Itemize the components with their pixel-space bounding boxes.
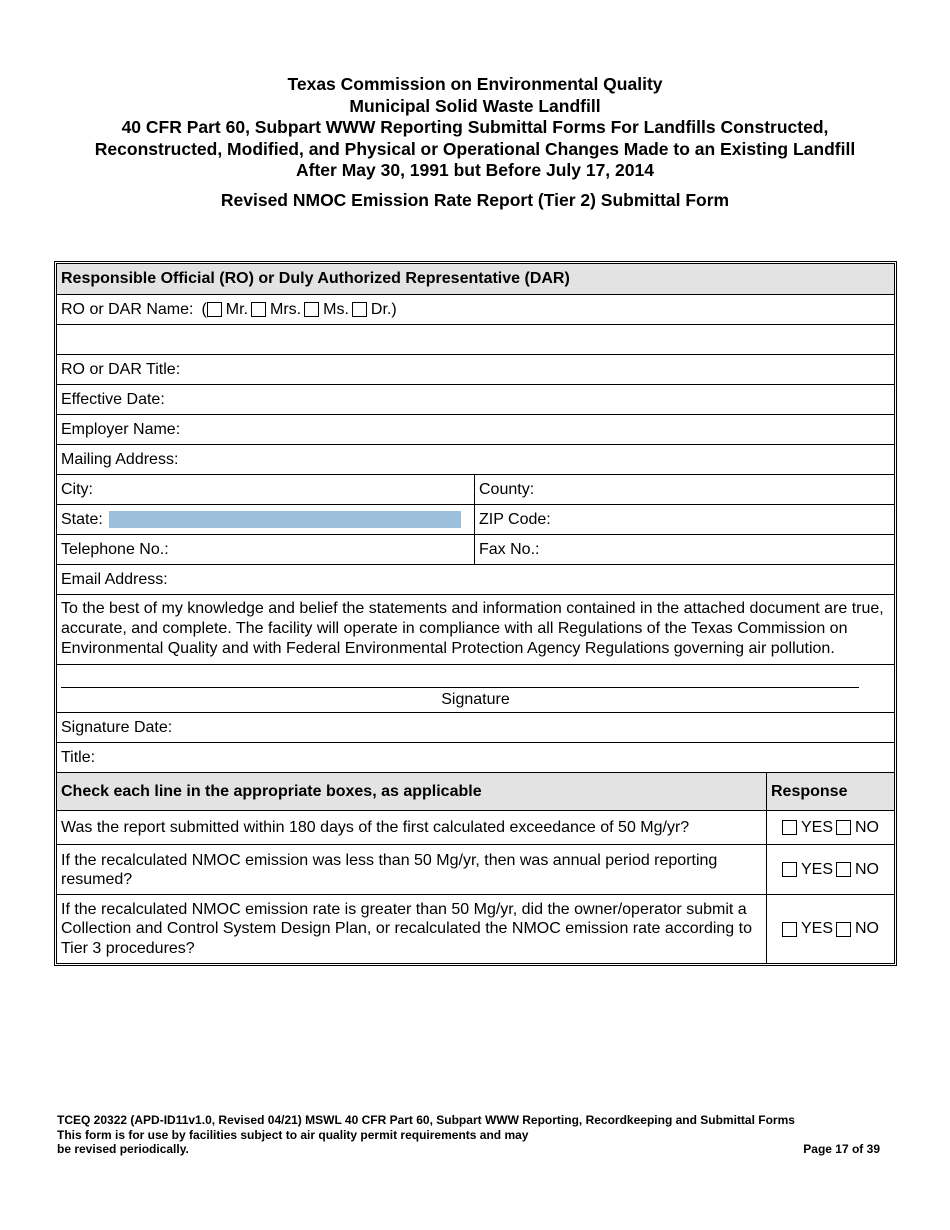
email-row[interactable] (57, 564, 894, 594)
no-label: NO (855, 818, 879, 836)
question-row (57, 810, 894, 844)
employer-label: Employer Name: (61, 420, 181, 438)
close-paren: ) (391, 300, 397, 318)
header-line-5: After May 30, 1991 but Before July 17, 2014 (296, 160, 654, 180)
fax-label: Fax No.: (479, 540, 540, 558)
mr-label: Mr. (225, 300, 249, 318)
effective-date-label: Effective Date: (61, 390, 165, 408)
dr-checkbox[interactable] (352, 302, 367, 317)
email-label: Email Address: (61, 570, 168, 588)
signer-title-row[interactable] (57, 742, 894, 772)
no-label: NO (855, 860, 879, 878)
open-paren: ( (201, 300, 207, 318)
page-footer (57, 1113, 880, 1157)
phone-label: Telephone No.: (61, 540, 169, 558)
submittal-form-table (54, 261, 897, 966)
signer-title-label: Title: (61, 748, 96, 766)
header-line-4: Reconstructed, Modified, and Physical or Operational Changes Made to an Existing Landfill (94, 138, 856, 159)
yes-label: YES (800, 818, 833, 836)
zip-label: ZIP Code: (479, 510, 551, 528)
response-cell (767, 811, 894, 844)
city-county-row (57, 474, 894, 504)
signature-date-label: Signature Date: (61, 718, 173, 736)
ro-name-input-row[interactable] (57, 324, 894, 354)
question-text: If the recalculated NMOC emission was less than 50 Mg/yr, then was annual period reporting resumed? (57, 845, 767, 894)
response-header: Response (771, 782, 848, 800)
q1-yes-checkbox[interactable] (782, 820, 797, 835)
q3-yes-checkbox[interactable] (782, 922, 797, 937)
question-text: If the recalculated NMOC emission rate is greater than 50 Mg/yr, did the owner/operator submit a Collection and Control System Design Plan, or recalculated the NMOC emission rate according to Tier 3 procedures? (57, 895, 767, 963)
ro-title-label: RO or DAR Title: (61, 360, 181, 378)
mrs-checkbox[interactable] (251, 302, 266, 317)
signature-label: Signature (441, 691, 510, 708)
question-row (57, 894, 894, 963)
certification-statement: To the best of my knowledge and belief the statements and information contained in the attached document are true, accurate, and complete. The facility will operate in compliance with all Regulations of the Texas Commission on Environmental Quality and with Federal Environmental Protection Agency Regulations governing air pollution. (61, 600, 884, 657)
mr-checkbox[interactable] (207, 302, 222, 317)
q1-no-checkbox[interactable] (836, 820, 851, 835)
q2-no-checkbox[interactable] (836, 862, 851, 877)
county-field[interactable] (475, 475, 894, 504)
footer-note-1: This form is for use by facilities subject to air quality permit requirements and may (57, 1127, 529, 1142)
ro-section-header (57, 264, 894, 294)
mailing-address-label: Mailing Address: (61, 450, 179, 468)
q2-yes-checkbox[interactable] (782, 862, 797, 877)
signature-row[interactable] (57, 664, 894, 712)
form-title: Revised NMOC Emission Rate Report (Tier 2) Submittal Form (220, 190, 730, 210)
checklist-header-row (57, 772, 894, 810)
mailing-address-row[interactable] (57, 444, 894, 474)
header-line-3: 40 CFR Part 60, Subpart WWW Reporting Submittal Forms For Landfills Constructed, (121, 117, 829, 137)
state-dropdown[interactable] (109, 511, 461, 528)
certification-row (57, 594, 894, 664)
signature-date-row[interactable] (57, 712, 894, 742)
fax-field[interactable] (475, 535, 894, 564)
state-label: State: (61, 510, 103, 528)
state-zip-row (57, 504, 894, 534)
ro-section-title: Responsible Official (RO) or Duly Authorized Representative (DAR) (61, 270, 570, 287)
agency-name: Texas Commission on Environmental Quality (287, 74, 663, 94)
employer-row[interactable] (57, 414, 894, 444)
question-row (57, 844, 894, 894)
form-header (0, 74, 950, 182)
mrs-label: Mrs. (270, 300, 302, 318)
city-field[interactable] (57, 475, 475, 504)
yes-label: YES (800, 920, 833, 937)
page-number: Page 17 of 39 (803, 1142, 880, 1156)
ms-label: Ms. (323, 300, 349, 318)
effective-date-row[interactable] (57, 384, 894, 414)
ro-name-label: RO or DAR Name: (61, 300, 194, 318)
state-field[interactable] (57, 505, 475, 534)
checklist-header: Check each line in the appropriate boxes, as applicable (57, 773, 767, 810)
form-id: TCEQ 20322 (APD-ID11v1.0, Revised 04/21) MSWL 40 CFR Part 60, Subpart WWW Reporting, Recordkeeping and Submittal Forms (57, 1113, 795, 1127)
ms-checkbox[interactable] (304, 302, 319, 317)
zip-field[interactable] (475, 505, 894, 534)
yes-label: YES (800, 860, 833, 878)
ro-name-row (57, 294, 894, 324)
dr-label: Dr. (370, 300, 392, 318)
footer-note-2: be revised periodically. (57, 1142, 189, 1156)
phone-field[interactable] (57, 535, 475, 564)
signature-line (61, 687, 859, 688)
response-cell (767, 845, 894, 894)
no-label: NO (855, 920, 879, 937)
question-text: Was the report submitted within 180 days of the first calculated exceedance of 50 Mg/yr? (57, 811, 767, 844)
county-label: County: (479, 480, 535, 498)
ro-title-row[interactable] (57, 354, 894, 384)
phone-fax-row (57, 534, 894, 564)
facility-type: Municipal Solid Waste Landfill (349, 95, 601, 116)
response-cell (767, 895, 894, 963)
city-label: City: (61, 480, 93, 498)
q3-no-checkbox[interactable] (836, 922, 851, 937)
